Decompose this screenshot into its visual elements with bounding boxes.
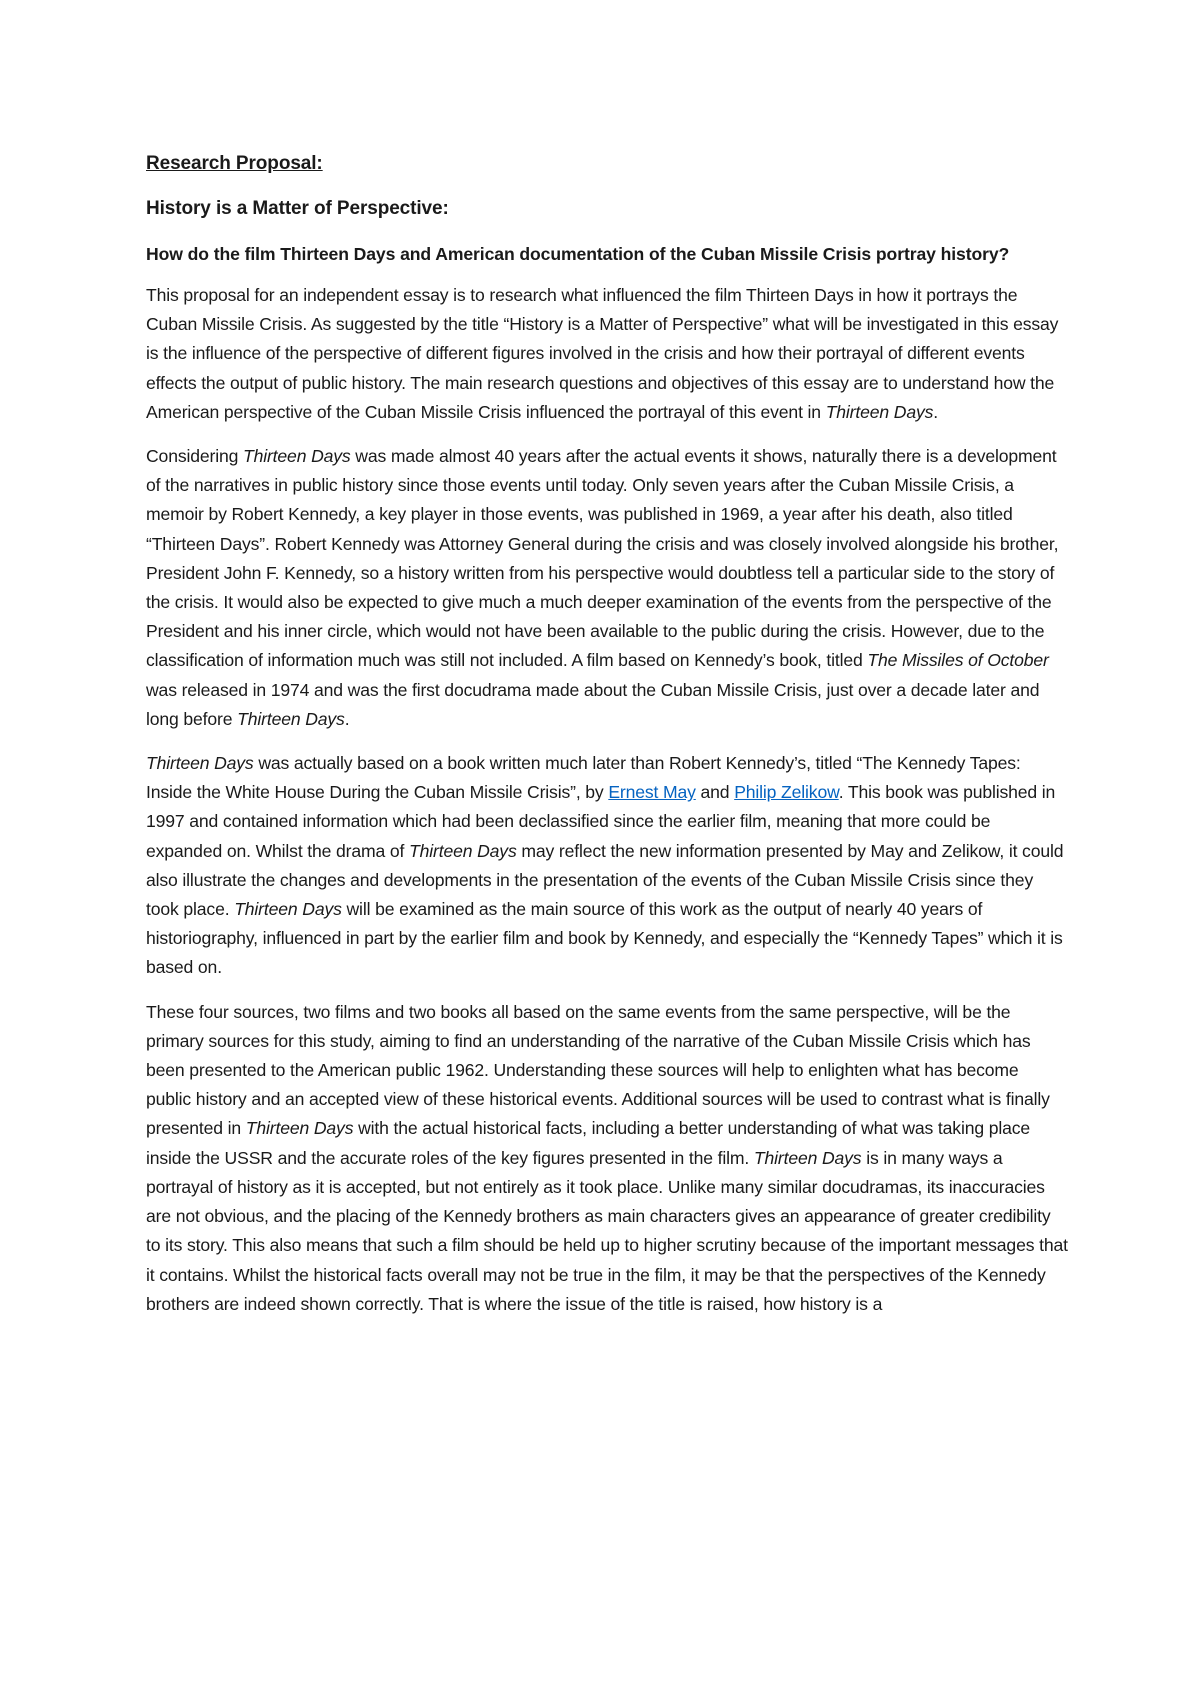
text-run: with the actual historical facts, including a better understanding of what was taking place inside the USSR and the accurate roles of the key figures presented in the film. [146, 1118, 1031, 1168]
paragraph-container [146, 281, 1068, 1319]
link-philip-zelikow[interactable]: Philip Zelikow [734, 782, 839, 803]
text-run: Considering [146, 446, 243, 467]
body-paragraph-1 [146, 281, 1068, 427]
text-run: . [933, 401, 939, 422]
text-run: This proposal for an independent essay is to research what influenced the film Thirteen Days in how it portrays the Cuban Missile Crisis. As suggested by the title “History is a Matter of Perspective” what will be investigated in this essay is the influence of the perspective of different figures involved in the crisis and how their portrayal of different events effects the output of public history. The main research questions and objectives of this essay are to understand how the American perspective of the Cuban Missile Crisis influenced the portrayal of this event in [146, 285, 1059, 422]
text-run: was made almost 40 years after the actual events it shows, naturally there is a development of the narratives in public history since those events until today. Only seven years after the Cuban Missile Crisis, a memoir by Robert Kennedy, a key player in those events, was published in 1969, a year after his death, also titled “Thirteen Days”. Robert Kennedy was Attorney General during the crisis and was closely involved alongside his brother, President John F. Kennedy, so a history written from his perspective would doubtless tell a particular side to the story of the crisis. It would also be expected to give much a much deeper examination of the events from the perspective of the President and his inner circle, which would not have been available to the public during the crisis. However, due to the classification of information much was still not included. A film based on Kennedy’s book, titled [146, 446, 1059, 671]
italic-title: Thirteen Days [234, 899, 342, 920]
text-run: was released in 1974 and was the first docudrama made about the Cuban Missile Crisis, just over a decade later and long before [146, 679, 1040, 729]
italic-title: Thirteen Days [245, 1118, 354, 1139]
italic-title: The Missiles of October [867, 650, 1049, 671]
body-paragraph-3 [146, 749, 1068, 983]
italic-title: Thirteen Days [242, 446, 351, 467]
research-question: How do the film Thirteen Days and American documentation of the Cuban Missile Crisis portray history? [146, 244, 1010, 264]
text-run: and [695, 782, 735, 803]
text-run: These four sources, two films and two books all based on the same events from the same perspective, will be the primary sources for this study, aiming to find an understanding of the narrative of the Cuban Missile Crisis which has been presented to the American public 1962. Understanding these sources will help to enlighten what has become public history and an accepted view of these historical events. Additional sources will be used to contrast what is finally presented in [146, 1001, 1050, 1139]
body-paragraph-4 [146, 998, 1068, 1319]
link-ernest-may[interactable]: Ernest May [608, 782, 696, 803]
italic-title: Thirteen Days [825, 401, 934, 422]
document-heading: Research Proposal: [146, 153, 323, 174]
text-run: . [344, 708, 350, 729]
italic-title: Thirteen Days [146, 753, 254, 774]
italic-title: Thirteen Days [409, 840, 517, 861]
document-body [146, 150, 1068, 1334]
body-paragraph-2 [146, 442, 1068, 734]
text-run: . This book was published in 1997 and contained information which had been declassified since the earlier film, meaning that more could be expanded on. Whilst the drama of [146, 782, 1056, 861]
text-run: will be examined as the main source of this work as the output of nearly 40 years of historiography, influenced in part by the earlier film and book by Kennedy, and especially the “Kennedy Tapes” which it is based on. [146, 899, 1063, 978]
document-title: History is a Matter of Perspective: [146, 198, 449, 219]
text-run: may reflect the new information presented by May and Zelikow, it could also illustrate the changes and developments in the presentation of the events of the Cuban Missile Crisis since they took place. [146, 840, 1064, 920]
text-run: is in many ways a portrayal of history as it is accepted, but not entirely as it took place. Unlike many similar docudramas, its inaccuracies are not obvious, and the placing of the Kennedy brothers as main characters gives an appearance of greater credibility to its story. This also means that such a film should be held up to higher scrutiny because of the important messages that it contains. Whilst the historical facts overall may not be true in the film, it may be that the perspectives of the Kennedy brothers are indeed shown correctly. That is where the issue of the title is raised, how history is a [146, 1147, 1068, 1314]
text-run: was actually based on a book written much later than Robert Kennedy’s, titled “The Kennedy Tapes: Inside the White House During the Cuban Missile Crisis”, by [146, 753, 1021, 803]
italic-title: Thirteen Days [753, 1147, 862, 1168]
italic-title: Thirteen Days [237, 708, 345, 729]
